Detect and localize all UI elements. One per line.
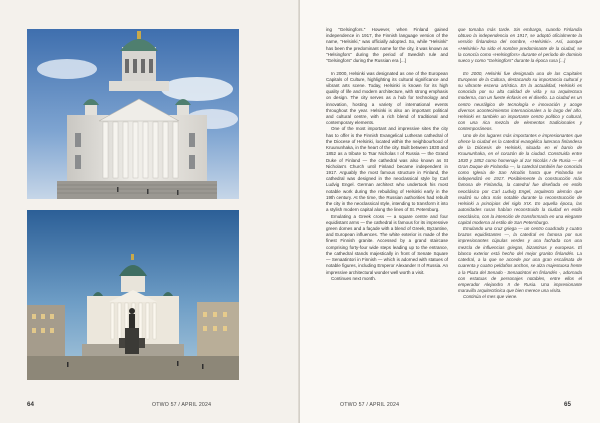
english-paragraph-1: ing "Gelsingfors." However, when Finland gained independence in 1917, the Finnish language version of the name, "Helsinki," was officially adopted. So, while "Helsinki" has been the predominant name for the city, it was known as "Helsingfors" during the period of Swedish rule and "Gelsingfors" during the Russian era [...] <box>326 27 448 64</box>
left-page-number: 64 <box>27 401 34 408</box>
left-footer: OTWO 57 / APRIL 2024 <box>152 402 212 408</box>
english-paragraph-4: Emulating a Greek cross — a square centre and four equidistant arms — the cathedral is famous for its impressive green domes and a façade with a blend of Greek, Byzantine, and European influences. The white exterior is made of the finest Finnish granite. Accessed by a grand staircase comprising forty-four wide steps leading up to the entrance, the cathedral stands majestically in front of Senate Square — Senaatintori in Finnish — which is adorned with statues of notable figures, including Emperor Alexander II of Russia. An impressive architectural wonder well worth a visit. <box>326 213 448 275</box>
right-page-number: 65 <box>564 401 571 408</box>
spanish-paragraph-2: En 2000, Helsinki fue designada una de las Capitales Europeas de la Cultura, destacando su importancia cultural y su vibrante escena artística. En la actualidad, Helsinki es conocida por su alta calidad de vida y su arquitectura moderna, con un fuerte énfasis en el diseño. La ciudad es un centro neurálgico de tecnología e innovación y acoge diversos acontecimientos internacionales a lo largo del año. Helsinki es también un importante centro político y cultural, con una rica mezcla de elementos tradicionales y contemporáneos. <box>458 70 582 132</box>
cathedral-day-image <box>27 29 239 199</box>
english-text-column-main <box>326 27 448 282</box>
english-paragraph-5: Continues next month. <box>331 275 377 281</box>
cathedral-day-photo <box>27 29 239 199</box>
english-paragraph-2: In 2000, Helsinki was designated as one of the European Capitals of Culture, highlighting its cultural significance and vibrant arts scene. Today, Helsinki is known for its high quality of life and modern architecture, with strong emphasis on design. The city serves as a hub for technology and innovation, hosting a variety of international events throughout the year. Helsinki is also an important political and cultural centre, with a rich blend of traditional and contemporary elements. <box>326 70 448 126</box>
spanish-paragraph-5: Continúa el mes que viene. <box>463 294 518 300</box>
spanish-paragraph-1: que tomaba más tarde. Sin embargo, cuando Finlandia obtuvo la independencia en 1917, se adoptó oficialmente la versión finlandesa del nombre, «Helsinki». Así, aunque «Helsinki» ha sido el nombre predominante de la ciudad, se la conocía como «Helsingfors» durante el período de dominio sueco y como "Gelsingfors" durante la época rusa [...] <box>458 27 582 64</box>
spanish-text-column <box>458 27 582 301</box>
spanish-paragraph-4: Emulando una cruz griega — un centro cuadrado y cuatro brazos equidistantes —, la catedral es famosa por sus impresionantes cúpulas verdes y una fachada con una mezcla de influencias griegas, bizantinas y europeas. El blanco exterior está hecho del mejor granito finlandés. La catedral, a la que se accede por una gran escalinata de cuarenta y cuatro peldaños anchos, se alza majestuosa frente a la Plaza del Senado - Senaatintori en finlandés -, adornada con estatuas de personajes notables, entre ellos el emperador Alejandro II de Rusia. Una impresionante maravilla arquitectónica que bien merece una visita. <box>458 225 582 294</box>
english-paragraph-3: One of the most important and impressive sites the city has to offer is the Finnish Evangelical Lutheran cathedral of the Diocese of Helsinki, located within the neighbourhood of Kruununhaka, in the heart of the city. Built between 1830 and 1852 as a tribute to Tsar Nicholas I of Russia — the Grand Duke of Finland — the cathedral was also known as St Nicholas's Church until Finland became independent in 1917. Arguably the most famous structure in Finland, the cathedral was designed in the neoclassical style by Carl Ludvig Engel. German architect who undertook his most notable work during the rebuilding of Helsinki early in the 19th century. At the time, the Russian authorities had rebuilt the city in the neoclassical style, intending to transform it into a stylish modern capital along the lines of St. Petersburg. <box>326 126 448 213</box>
right-footer: OTWO 57 / APRIL 2024 <box>340 402 400 408</box>
spanish-paragraph-3: Uno de los lugares más importantes e impresionantes que ofrece la ciudad es la catedral evangélica luterana finlandesa de la Diócesis de Helsinki, situada en el barrio de Kruununhaka, en el corazón de la ciudad. Construida entre 1830 y 1852 como homenaje al zar Nicolás I de Rusia — el Gran Duque de Finlandia —, la catedral también fue conocida como Iglesia de San Nicolás hasta que Finlandia se independizó en 1917. Posiblemente la construcción más famosa de Finlandia, la catedral fue diseñada en estilo neoclásico por Carl Ludvig Engel, arquitecto alemán que realizó su obra más notable durante la reconstrucción de Helsinki a principios del siglo XIX. En aquella época, las autoridades rusas habían reconstruido la ciudad en estilo neoclásico, con la intención de transformarla en una elegante capital moderna al estilo de San Petersburgo. <box>458 132 582 225</box>
cathedral-dusk-image <box>27 210 239 380</box>
cathedral-dusk-photo <box>27 210 239 380</box>
